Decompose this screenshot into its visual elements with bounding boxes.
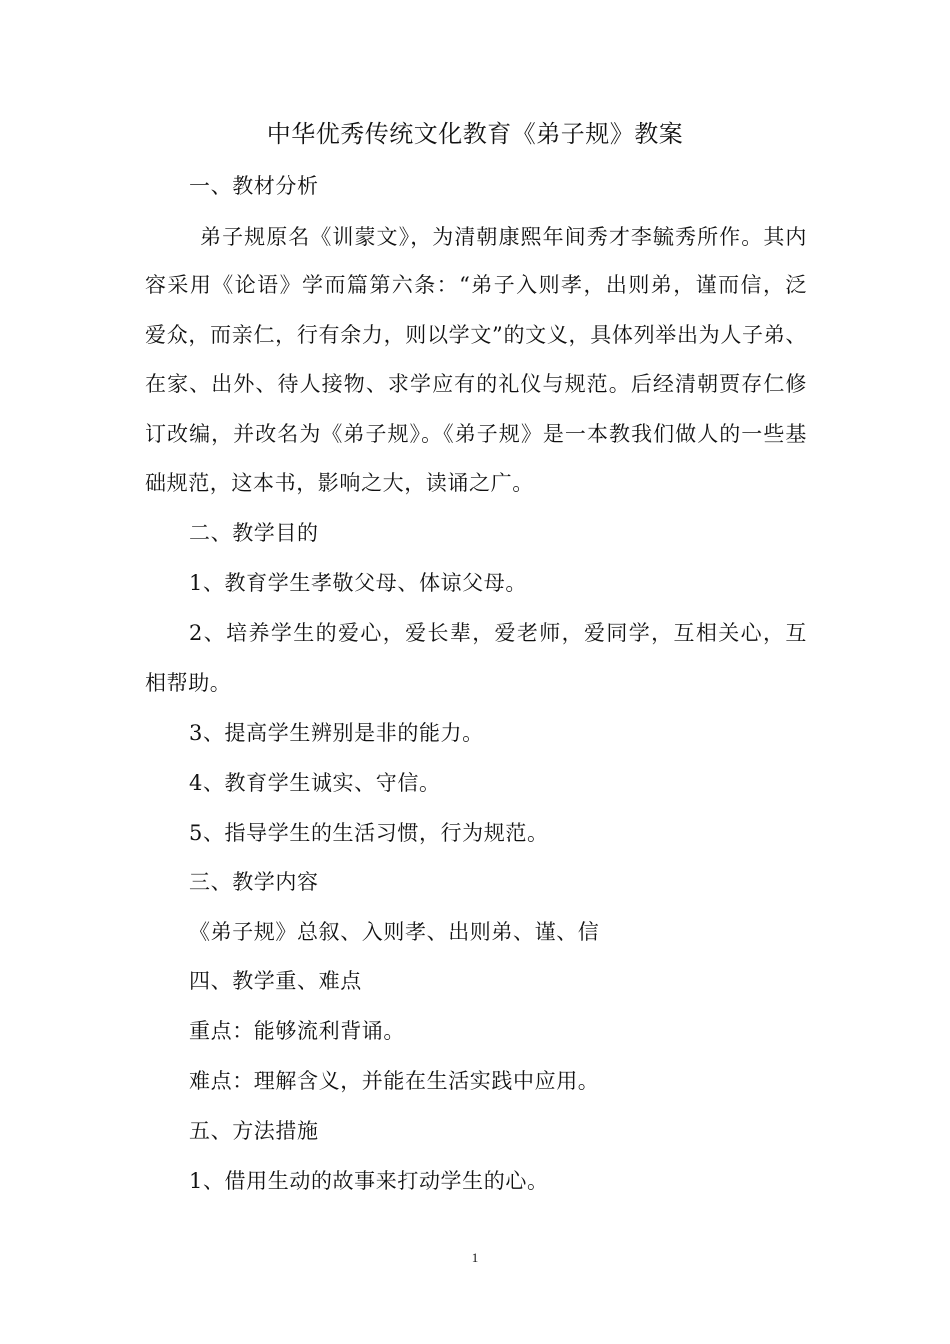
list-item: 1、教育学生孝敬父母、体谅父母。 bbox=[189, 571, 527, 595]
list-item: 1、借用生动的故事来打动学生的心。 bbox=[189, 1169, 549, 1193]
section-heading-5: 五、方法措施 bbox=[189, 1119, 319, 1143]
paragraph-line: 爱众，而亲仁，行有余力，则以学文”的文义，具体列举出为人子弟、 bbox=[145, 323, 807, 347]
section-heading-3: 三、教学内容 bbox=[189, 870, 319, 894]
content-line: 重点：能够流利背诵。 bbox=[189, 1019, 405, 1043]
list-item: 2、培养学生的爱心，爱长辈，爱老师，爱同学，互相关心，互 bbox=[189, 621, 807, 645]
paragraph-line: 在家、出外、待人接物、求学应有的礼仪与规范。后经清朝贾存仁修 bbox=[145, 372, 807, 396]
section-heading-1: 一、教材分析 bbox=[189, 174, 319, 198]
paragraph-line: 础规范，这本书，影响之大，读诵之广。 bbox=[145, 471, 534, 495]
page-title: 中华优秀传统文化教育《弟子规》教案 bbox=[266, 120, 684, 148]
content-line: 《弟子规》总叙、入则孝、出则弟、谨、信 bbox=[189, 920, 600, 944]
list-item: 4、教育学生诚实、守信。 bbox=[189, 771, 441, 795]
list-item: 5、指导学生的生活习惯，行为规范。 bbox=[189, 821, 549, 845]
paragraph-line: 容采用《论语》学而篇第六条：“弟子入则孝，出则弟，谨而信，泛 bbox=[145, 273, 807, 297]
section-heading-4: 四、教学重、难点 bbox=[189, 969, 362, 993]
paragraph-line: 弟子规原名《训蒙文》，为清朝康熙年间秀才李毓秀所作。其内 bbox=[200, 225, 807, 249]
paragraph-line: 订改编，并改名为《弟子规》。《弟子规》是一本教我们做人的一些基 bbox=[145, 422, 807, 446]
list-item: 3、提高学生辨别是非的能力。 bbox=[189, 721, 484, 745]
list-item-continuation: 相帮助。 bbox=[145, 671, 232, 695]
content-line: 难点：理解含义，并能在生活实践中应用。 bbox=[189, 1069, 600, 1093]
page-number: 1 bbox=[471, 1250, 479, 1265]
section-heading-2: 二、教学目的 bbox=[189, 521, 319, 545]
